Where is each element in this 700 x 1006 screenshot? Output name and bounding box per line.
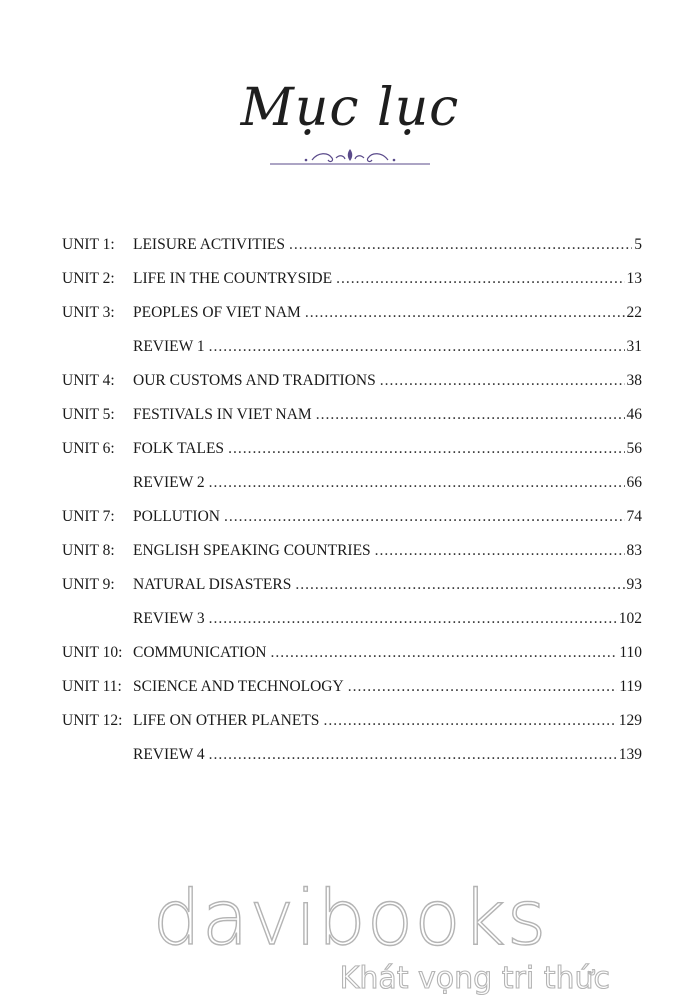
- toc-page-number: 22: [626, 304, 642, 321]
- toc-dot-leader: [228, 440, 624, 458]
- toc-entry-title: REVIEW 4: [133, 746, 205, 763]
- toc-entry: [62, 474, 642, 496]
- page-title: Mục lục: [240, 78, 460, 138]
- toc-unit-number: UNIT 8:: [62, 542, 115, 559]
- toc-entry-title: LEISURE ACTIVITIES: [133, 236, 285, 253]
- toc-dot-leader: [224, 508, 625, 526]
- toc-dot-leader: [209, 338, 625, 356]
- toc-dot-leader: [289, 236, 632, 254]
- toc-unit-number: UNIT 7:: [62, 508, 115, 525]
- toc-page-number: 119: [619, 678, 642, 695]
- toc-entry-title: NATURAL DISASTERS: [133, 576, 292, 593]
- toc-entry: [62, 270, 642, 292]
- toc-unit-number: UNIT 9:: [62, 576, 115, 593]
- toc-page-number: 5: [634, 236, 642, 253]
- toc-unit-number: UNIT 4:: [62, 372, 115, 389]
- toc-dot-leader: [209, 610, 617, 628]
- toc-dot-leader: [316, 406, 625, 424]
- toc-entry-title: LIFE ON OTHER PLANETS: [133, 712, 320, 729]
- toc-page-number: 110: [619, 644, 642, 661]
- toc-entry-title: OUR CUSTOMS AND TRADITIONS: [133, 372, 376, 389]
- toc-page-number: 74: [626, 508, 642, 525]
- toc-entry-title: POLLUTION: [133, 508, 220, 525]
- toc-page-number: 129: [618, 712, 642, 729]
- toc-entry: [62, 372, 642, 394]
- watermark-brand: davibooks: [152, 873, 548, 962]
- toc-entry-title: LIFE IN THE COUNTRYSIDE: [133, 270, 333, 287]
- toc-entry-title: REVIEW 1: [133, 338, 205, 355]
- toc-entry: [62, 508, 642, 530]
- toc-entry: [62, 644, 642, 666]
- toc-page-number: 66: [626, 474, 642, 491]
- toc-dot-leader: [323, 712, 616, 730]
- toc-unit-number: UNIT 11:: [62, 678, 122, 695]
- toc-entry: [62, 576, 642, 598]
- toc-entry-title: SCIENCE AND TECHNOLOGY: [133, 678, 344, 695]
- toc-unit-number: UNIT 5:: [62, 406, 115, 423]
- toc-page-number: 83: [626, 542, 642, 559]
- toc-entry-title: FOLK TALES: [133, 440, 225, 457]
- toc-entry-title: ENGLISH SPEAKING COUNTRIES: [133, 542, 371, 559]
- toc-page-number: 102: [618, 610, 642, 627]
- toc-dot-leader: [295, 576, 624, 594]
- toc-page-number: 56: [626, 440, 642, 457]
- toc-entry: [62, 712, 642, 734]
- toc-dot-leader: [305, 304, 625, 322]
- toc-unit-number: UNIT 2:: [62, 270, 115, 287]
- toc-entry: [62, 236, 642, 258]
- toc-unit-number: UNIT 3:: [62, 304, 115, 321]
- toc-entry: [62, 746, 642, 768]
- toc-entry: [62, 406, 642, 428]
- toc-entry-title: PEOPLES OF VIET NAM: [133, 304, 301, 321]
- toc-dot-leader: [336, 270, 624, 288]
- toc-dot-leader: [380, 372, 625, 390]
- toc-unit-number: UNIT 10:: [62, 644, 123, 661]
- toc-dot-leader: [375, 542, 625, 560]
- toc-page-number: 38: [626, 372, 642, 389]
- toc-entry: [62, 304, 642, 326]
- toc-unit-number: UNIT 1:: [62, 236, 115, 253]
- toc-dot-leader: [209, 474, 625, 492]
- toc-dot-leader: [209, 746, 617, 764]
- toc-page-number: 93: [626, 576, 642, 593]
- toc-entry: [62, 338, 642, 360]
- toc-page-number: 139: [618, 746, 642, 763]
- toc-dot-leader: [348, 678, 618, 696]
- toc-entry: [62, 678, 642, 700]
- toc-unit-number: UNIT 6:: [62, 440, 115, 457]
- toc-unit-number: UNIT 12:: [62, 712, 123, 729]
- toc-entry-title: REVIEW 2: [133, 474, 205, 491]
- toc-entry-title: FESTIVALS IN VIET NAM: [133, 406, 312, 423]
- toc-page-number: 13: [626, 270, 642, 287]
- toc-entry: [62, 440, 642, 462]
- toc-page-number: 46: [626, 406, 642, 423]
- flourish-divider-icon: [270, 146, 430, 168]
- toc-page-number: 31: [626, 338, 642, 355]
- watermark-tagline: Khát vọng tri thức: [339, 961, 610, 996]
- toc-entry-title: COMMUNICATION: [133, 644, 267, 661]
- toc-entry: [62, 610, 642, 632]
- toc-entry: [62, 542, 642, 564]
- toc-dot-leader: [270, 644, 617, 662]
- toc-entry-title: REVIEW 3: [133, 610, 205, 627]
